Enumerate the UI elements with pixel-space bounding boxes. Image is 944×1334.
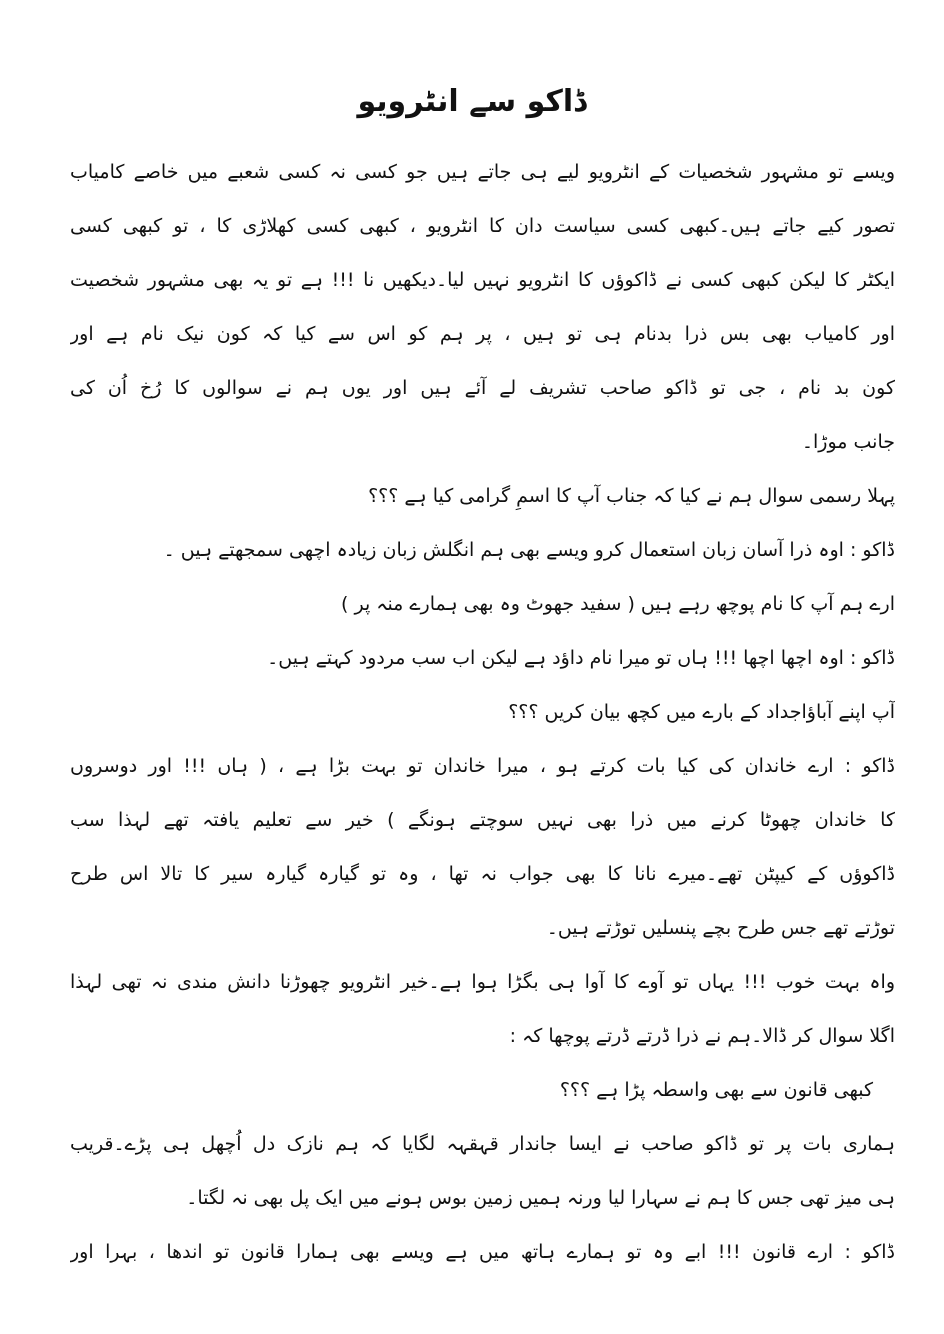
paragraph-line: جانب موڑا۔ [801,431,895,453]
answer-line: ڈاکو : ارے خاندان کی کیا بات کرتے ہو ، میرا خاندان تو بہت بڑا ہے ، ( ہاں !!! اور دوسروں [70,755,895,777]
paragraph-line: ہماری بات پر تو ڈاکو صاحب نے ایسا جاندار قہقہہ لگایا کہ ہم نازک دل اُچھل ہی پڑے۔قریب [70,1133,895,1155]
answer-line: کا خاندان چھوٹا کرنے میں ذرا بھی نہیں سوچتے ہونگے ) خیر سے تعلیم یافتہ تھے لہذا سب [70,809,895,831]
paragraph-line: واہ بہت خوب !!! یہاں تو آوے کا آوا ہی بگڑا ہوا ہے۔خیر انٹرویو چھوڑنا دانش مندی نہ تھی لہذا [70,971,895,993]
answer-line: توڑتے تھے جس طرح بچے پنسلیں توڑتے ہیں۔ [546,917,895,939]
answer-line: ڈاکو : اوہ اچھا اچھا !!! ہاں تو میرا نام داؤد ہے لیکن اب سب مردود کہتے ہیں۔ [267,647,895,669]
question-line: پہلا رسمی سوال ہم نے کیا کہ جناب آپ کا اسمِ گرامی کیا ہے ؟؟؟ [368,485,895,507]
paragraph-line: ہی میز تھی جس کا ہم نے سہارا لیا ورنہ ہمیں زمین بوس ہونے میں ایک پل بھی نہ لگتا۔ [186,1187,895,1209]
question-line: کبھی قانون سے بھی واسطہ پڑا ہے ؟؟؟ [559,1079,873,1101]
answer-line: ڈاکو : ارے قانون !!! ابے وہ تو ہمارے ہاتھ میں ہے ویسے بھی ہمارا قانون تو اندھا ، بہرا اور [70,1241,895,1263]
paragraph-line: ویسے تو مشہور شخصیات کے انٹرویو لیے ہی جاتے ہیں جو کسی نہ کسی شعبے میں خاصے کامیاب [70,161,895,183]
paragraph-line: اگلا سوال کر ڈالا۔ہم نے ذرا ڈرتے ڈرتے پوچھا کہ : [509,1025,895,1047]
paragraph-line: تصور کیے جاتے ہیں۔کبھی کسی سیاست دان کا انٹرویو ، کبھی کسی کھلاڑی کا ، تو کبھی کسی [70,215,895,237]
answer-line: ڈاکو : اوہ ذرا آسان زبان استعمال کرو ویسے بھی ہم انگلش زبان زیادہ اچھی سمجھتے ہیں ۔ [163,539,895,561]
page-title: ڈاکو سے انٹرویو [357,84,587,119]
paragraph-line: کون بد نام ، جی تو ڈاکو صاحب تشریف لے آئے ہیں اور یوں ہم نے سوالوں کا رُخ اُن کی [70,377,895,399]
paragraph-line: اور کامیاب بھی بس ذرا بدنام ہی تو ہیں ، پر ہم کو اس سے کیا کہ کون نیک نام ہے اور [70,323,895,345]
question-line: ارے ہم آپ کا نام پوچھ رہے ہیں ( سفید جھوٹ وہ بھی ہمارے منہ پر ) [341,593,895,615]
article-body [70,145,895,1279]
answer-line: ڈاکوؤں کے کیپٹن تھے۔میرے نانا کا بھی جواب نہ تھا ، وہ تو گیارہ گیارہ سیر کا تالا اس طرح [70,863,895,885]
question-line: آپ اپنے آباؤاجداد کے بارے میں کچھ بیان کریں ؟؟؟ [508,701,895,723]
paragraph-line: ایکٹر کا لیکن کبھی کسی نے ڈاکوؤں کا انٹرویو نہیں لیا۔دیکھیں نا !!! ہے تو یہ بھی مشہور شخصیت [70,269,895,291]
